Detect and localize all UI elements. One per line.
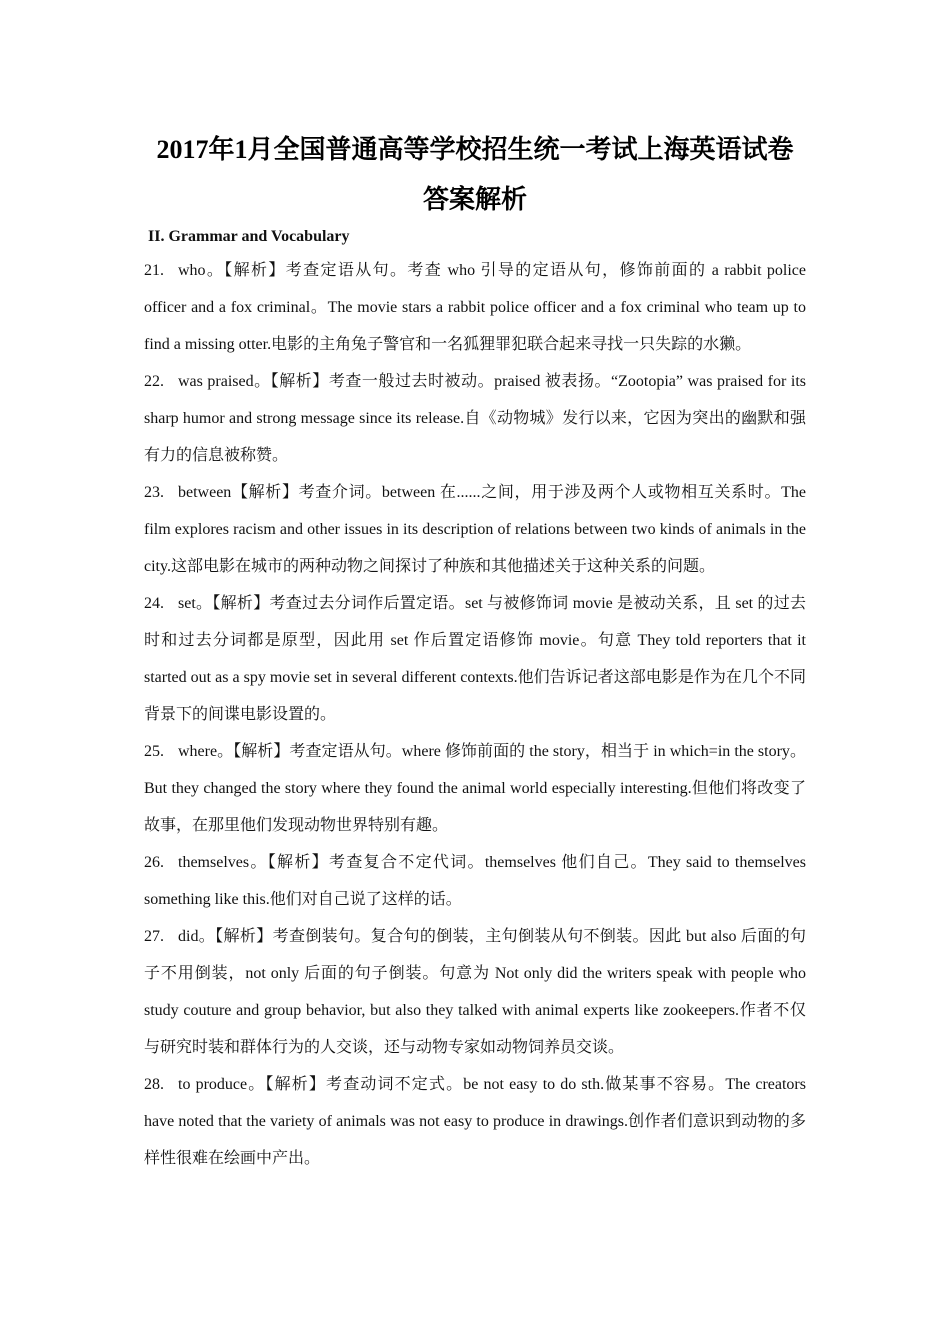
- answer-number: 22.: [144, 373, 164, 390]
- answer-list: [144, 252, 806, 1177]
- answer-number: 21.: [144, 262, 164, 279]
- answer-text: did。【解析】考查倒装句。复合句的倒装，主句倒装从句不倒装。因此 but also 后面的句子不用倒装，not only 后面的句子倒装。句意为 Not only did the writers speak with people who study couture and group behavior, but also they talked with animal experts like zookeepers.作者不仅与研究时装和群体行为的人交谈，还与动物专家如动物饲养员交谈。: [144, 928, 806, 1056]
- answer-item-27: [144, 918, 806, 1066]
- answer-item-26: [144, 844, 806, 918]
- answer-number: 26.: [144, 854, 164, 871]
- answer-number: 24.: [144, 595, 164, 612]
- answer-text: who。【解析】考查定语从句。考查 who 引导的定语从句，修饰前面的 a rabbit police officer and a fox criminal。The movie stars a rabbit police officer and a fox criminal who team up to find a missing otter.电影的主角兔子警官和一名狐狸罪犯联合起来寻找一只失踪的水獭。: [144, 262, 806, 353]
- answer-text: to produce。【解析】考查动词不定式。be not easy to do sth.做某事不容易。The creators have noted that the variety of animals was not easy to produce in drawings.创作者们意识到动物的多样性很难在绘画中产出。: [144, 1076, 806, 1167]
- answer-text: between【解析】考查介词。between 在......之间，用于涉及两个人或物相互关系时。The film explores racism and other issues in its description of relations between two kinds of animals in the city.这部电影在城市的两种动物之间探讨了种族和其他描述关于这种关系的问题。: [144, 484, 806, 575]
- answer-number: 28.: [144, 1076, 164, 1093]
- answer-text: was praised。【解析】考查一般过去时被动。praised 被表扬。“Zootopia” was praised for its sharp humor and strong message since its release.自《动物城》发行以来，它因为突出的幽默和强有力的信息被称赞。: [144, 373, 806, 464]
- answer-number: 27.: [144, 928, 164, 945]
- answer-item-28: [144, 1066, 806, 1177]
- answer-item-21: [144, 252, 806, 363]
- answer-item-22: [144, 363, 806, 474]
- answer-item-23: [144, 474, 806, 585]
- answer-number: 23.: [144, 484, 164, 501]
- document-title: 2017年1月全国普通高等学校招生统一考试上海英语试卷: [156, 135, 794, 164]
- answer-item-24: [144, 585, 806, 733]
- document-subtitle: 答案解析: [422, 185, 527, 214]
- answer-number: 25.: [144, 743, 164, 760]
- answer-text: where。【解析】考查定语从句。where 修饰前面的 the story，相当于 in which=in the story。 But they changed the story where they found the animal world especially interesting.但他们将改变了故事，在那里他们发现动物世界特别有趣。: [144, 743, 806, 834]
- answer-text: set。【解析】考查过去分词作后置定语。set 与被修饰词 movie 是被动关系，且 set 的过去时和过去分词都是原型，因此用 set 作后置定语修饰 movie。句意 They told reporters that it started out as a spy movie set in several different contexts.他们告诉记者这部电影是作为在几个不同背景下的间谍电影设置的。: [144, 595, 806, 723]
- answer-text: themselves。【解析】考查复合不定代词。themselves 他们自己。They said to themselves something like this.他们对自己说了这样的话。: [144, 854, 806, 908]
- section-heading: II. Grammar and Vocabulary: [148, 228, 350, 245]
- answer-item-25: [144, 733, 806, 844]
